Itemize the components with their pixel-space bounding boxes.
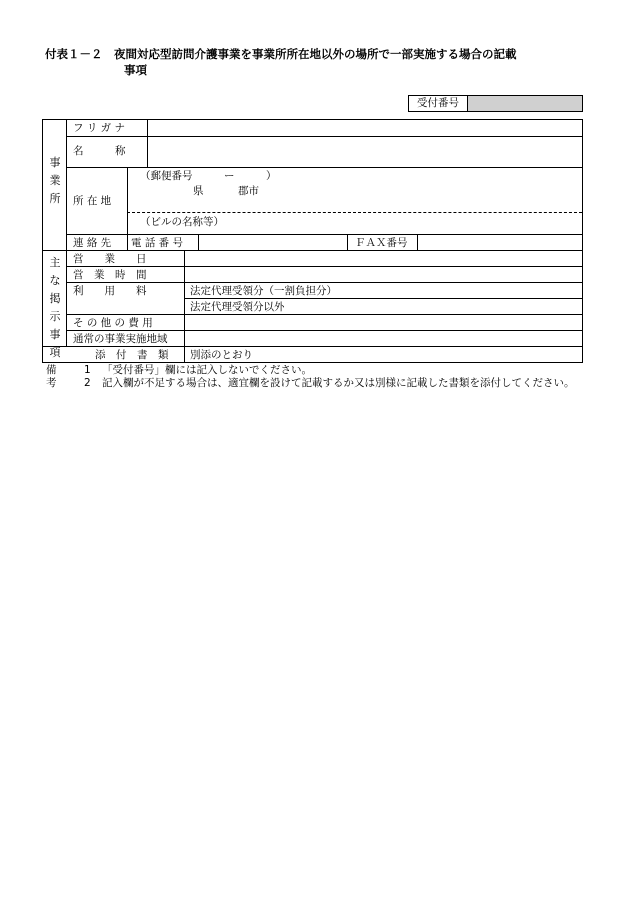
application-form-table: [42, 119, 583, 363]
other-costs-label: そ の 他 の 費 用: [73, 317, 153, 329]
form-title: [45, 46, 517, 78]
business-hours-label: 営 業 時 間: [73, 269, 147, 281]
notes-heading: 備考: [46, 364, 57, 389]
service-area-label: 通常の事業実施地域: [73, 333, 168, 345]
fee-row-statutory: 法定代理受領分（一割負担分）: [190, 285, 337, 297]
note-1-text: 「受付番号」欄には記入しないでください。: [102, 364, 312, 376]
fax-label: ＦＡＸ番号: [355, 237, 408, 249]
address-label: 所 在 地: [73, 195, 112, 207]
receipt-number-label: 受付番号: [409, 96, 468, 111]
note-2-number: 2: [84, 377, 91, 389]
note-1-number: 1: [84, 364, 91, 376]
fee-row-other: 法定代理受領分以外: [190, 301, 285, 313]
name-label: 名 称: [73, 145, 126, 157]
fee-label: 利 用 料: [73, 285, 147, 297]
postal-code-line[interactable]: （郵便番号 ー ）: [140, 170, 277, 182]
business-days-label: 営 業 日: [73, 253, 147, 265]
phone-field[interactable]: [199, 235, 347, 250]
title-line-2: 事項: [124, 63, 147, 77]
office-section-label: 事業所: [49, 156, 61, 205]
fax-field[interactable]: [418, 235, 582, 250]
city-label: 郡市: [238, 185, 259, 197]
title-line-1: 付表１－２ 夜間対応型訪問介護事業を事業所所在地以外の場所で一部実施する場合の記載: [45, 47, 517, 61]
attachment-value: 別添のとおり: [190, 349, 253, 361]
contact-label: 連 絡 先: [73, 237, 112, 249]
attachment-label: 添 付 書 類: [95, 349, 169, 361]
building-name-label: （ビルの名称等）: [140, 216, 224, 228]
posted-items-section-label: 主な掲示事項: [49, 256, 61, 359]
receipt-number-box: [408, 95, 583, 112]
furigana-field[interactable]: [148, 120, 582, 136]
furigana-label: フ リ ガ ナ: [73, 122, 126, 134]
prefecture-label: 県: [193, 185, 204, 197]
name-field[interactable]: [148, 137, 582, 167]
note-2-text: 記入欄が不足する場合は、適宜欄を設けて記載するか又は別様に記載した書類を添付してください。: [102, 377, 575, 389]
receipt-number-field[interactable]: [468, 96, 582, 111]
phone-label: 電 話 番 号: [131, 237, 184, 249]
